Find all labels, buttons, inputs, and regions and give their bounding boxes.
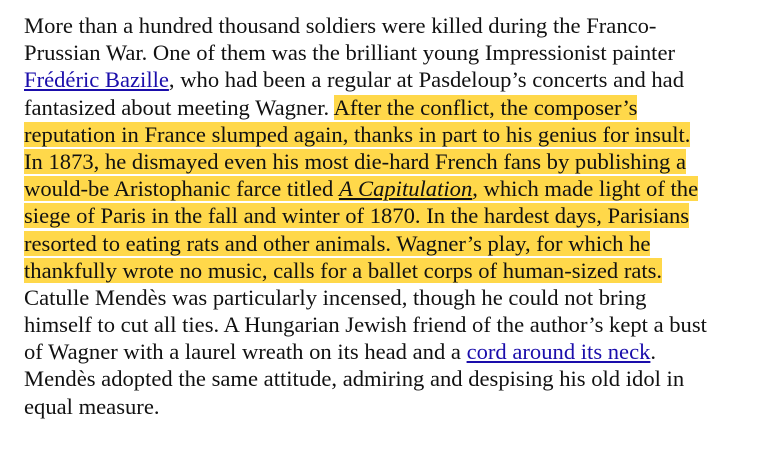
text-line: [24, 66, 769, 93]
text: Catulle Mendès was particularly incensed, though he could not bring: [24, 284, 647, 310]
text-line: [24, 39, 769, 66]
cord-link[interactable]: cord around its neck: [466, 339, 651, 365]
text-line: [24, 311, 769, 338]
text: Mendès adopted the same attitude, admiring and despising his old idol in: [24, 366, 685, 392]
highlighted-text: In 1873, he dismayed even his most die-hard French fans by publishing a: [24, 148, 686, 174]
text: would-be Aristophanic farce titled: [24, 176, 339, 202]
text-line: [24, 365, 769, 392]
text-line: [24, 284, 769, 311]
text: , who had been a regular at Pasdeloup’s concerts and had: [168, 67, 685, 93]
text: Prussian War. One of them was the brilliant young Impressionist painter: [24, 40, 675, 66]
text-line: [24, 257, 769, 284]
text-line: [24, 393, 769, 420]
text: fantasized about meeting Wagner.: [24, 94, 334, 120]
text: of Wagner with a laurel wreath on its head and a: [24, 339, 467, 365]
text-line: [24, 230, 769, 257]
highlighted-text: siege of Paris in the fall and winter of 1870. In the hardest days, Parisians: [24, 203, 690, 229]
work-title: A Capitulation: [338, 176, 473, 202]
text-line: [24, 148, 769, 175]
text: equal measure.: [24, 393, 160, 419]
highlighted-text: reputation in France slumped again, thanks in part to his genius for insult.: [24, 121, 691, 147]
text-line: [24, 202, 769, 229]
text-line: [24, 94, 769, 121]
highlighted-text: [24, 176, 698, 201]
text-line: [24, 12, 769, 39]
text: himself to cut all ties. A Hungarian Jewish friend of the author’s kept a bust: [24, 312, 707, 338]
text: , which made light of the: [472, 176, 699, 202]
highlighted-text: resorted to eating rats and other animals. Wagner’s play, for which he: [24, 230, 651, 256]
text: .: [650, 339, 657, 365]
highlighted-text: thankfully wrote no music, calls for a ballet corps of human-sized rats.: [24, 257, 663, 283]
highlighted-text: After the conflict, the composer’s: [333, 94, 638, 120]
text-line: [24, 175, 769, 202]
bazille-link[interactable]: Frédéric Bazille: [24, 67, 169, 93]
text: More than a hundred thousand soldiers were killed during the Franco-: [24, 13, 657, 38]
text-line: [24, 121, 769, 148]
text-line: [24, 338, 769, 365]
